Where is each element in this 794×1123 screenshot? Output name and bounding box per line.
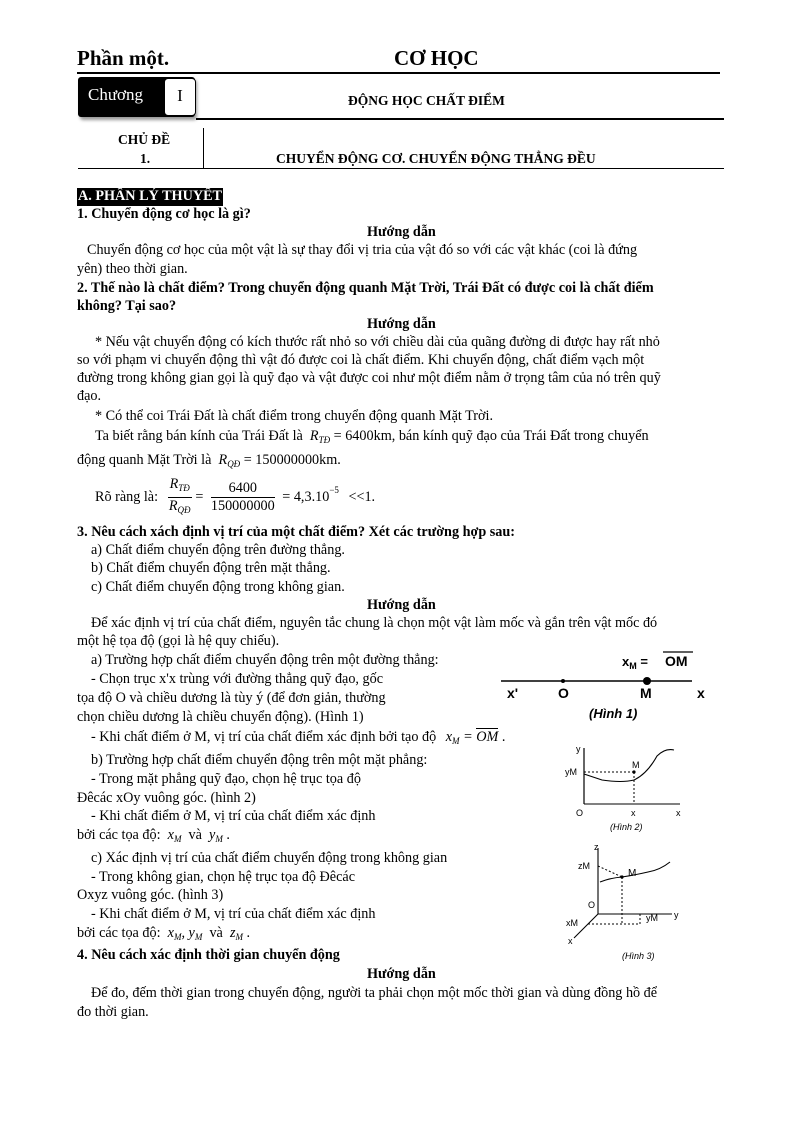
ratio-equation: Rõ ràng là: $\frac{R_{TĐ}}{R_{QĐ}}$ = $\frac{6400}{150000000}$ = $4,3.10^{-5} <<1$. [95, 476, 376, 515]
answer-3-line: một hệ tọa độ (gọi là hệ quy chiếu). [77, 633, 280, 649]
answer-2-line: * Có thể coi Trái Đất là chất điểm trong chuyển động quanh Mặt Trời. [95, 408, 494, 424]
fig3-label-m: M [628, 868, 637, 879]
earth-radius-text: Ta biết rằng bán kính của Trái Đất là [95, 428, 303, 444]
coord-x: x [445, 729, 453, 745]
ratio-label: Rõ ràng là: [95, 488, 159, 505]
answer-2-line: so với phạm vi chuyển động thì vật đó được coi là chất điểm. Khi chuyển động, chất điểm vạch một [77, 352, 645, 368]
fig1-label-m: M [640, 685, 652, 701]
orbit-radius-tail: km. [319, 452, 341, 468]
fig3-caption: (Hình 3) [622, 951, 655, 961]
fig3-label-z: z [594, 842, 599, 852]
section-heading: A. PHẦN LÝ THUYẾT [78, 188, 222, 204]
earth-radius-tail: km, bán kính quỹ đạo của Trái Đất trong chuyển [373, 428, 649, 444]
answer-3-line: bởi các tọa độ: $x_M$ và $y_M$ . [77, 827, 230, 844]
question-2-cont: không? Tại sao? [77, 298, 177, 314]
guide-heading: Hướng dẫn [367, 316, 436, 332]
part-heading: Phần một. [77, 46, 170, 70]
topic-label: CHỦ ĐỀ [118, 132, 171, 147]
fig2-label-x: x [676, 808, 681, 818]
answer-3-text: bởi các tọa độ: [77, 827, 161, 843]
chapter-number: I [164, 78, 196, 116]
fig1-eq-vector: OM [665, 653, 688, 669]
fig2-label-xm: x [631, 808, 636, 818]
fig3-label-ym: yM [646, 913, 658, 923]
fraction-numerator: 6400 [211, 480, 275, 498]
earth-radius-line: Ta biết rằng bán kính của Trái Đất là $R_{TĐ} = 6400km$, bán kính quỹ đạo của Trái Đất trong chuyển [95, 428, 649, 445]
answer-3-line: bởi các tọa độ: $x_M$, $y_M$ và $z_M$ . [77, 925, 251, 942]
page-title: CƠ HỌC [394, 46, 479, 70]
answer-2-line: đường trong không gian gọi là quỹ đạo và vật được coi như một điểm nằm ở trọng tâm của nó trên quỹ [77, 370, 661, 386]
topic-divider [203, 128, 204, 168]
figure-3 [560, 842, 722, 964]
answer-3-text: - Khi chất điểm ở M, vị trí của chất điểm xác định bởi tạo độ [91, 729, 437, 745]
guide-heading: Hướng dẫn [367, 597, 436, 613]
answer-1-line: yên) theo thời gian. [77, 261, 188, 277]
earth-radius-value: = 6400 [333, 428, 374, 444]
fig2-label-ym: yM [565, 767, 577, 777]
answer-3-line: - Khi chất điểm ở M, vị trí của chất điểm xác định [91, 906, 376, 922]
fig1-label-o: O [558, 685, 569, 701]
case-c: c) Chất điểm chuyển động trong không gian. [91, 579, 345, 595]
fig2-point-m [632, 770, 635, 773]
question-3: 3. Nêu cách xách định vị trí của một chất điểm? Xét các trường hợp sau: [77, 524, 516, 540]
fig3-point-m [620, 875, 623, 878]
topic-title: CHUYỂN ĐỘNG CƠ. CHUYỂN ĐỘNG THẲNG ĐỀU [276, 151, 596, 166]
fig3-label-xm: xM [566, 918, 578, 928]
fig3-label-zm: zM [578, 861, 590, 871]
chapter-title: ĐỘNG HỌC CHẤT ĐIỂM [348, 93, 505, 108]
answer-3-line: - Trong không gian, chọn hệ trục tọa độ Đêcác [91, 869, 355, 885]
conjunction: và [209, 925, 223, 941]
answer-3-line: Để xác định vị trí của chất điểm, nguyên tắc chung là chọn một vật làm mốc và gắn trên vật mốc đó [91, 615, 658, 631]
fig3-zm-guide [598, 866, 622, 877]
orbit-radius-text: động quanh Mặt Trời là [77, 452, 212, 468]
fig1-label-xprime: x' [507, 685, 519, 701]
orbit-radius-value: = 150000000 [243, 452, 320, 468]
question-2: 2. Thế nào là chất điểm? Trong chuyển động quanh Mặt Trời, Trái Đất có được coi là chất điểm [77, 280, 654, 296]
fig1-caption: (Hình 1) [589, 706, 638, 721]
answer-3-line: - Khi chất điểm ở M, vị trí của chất điểm xác định bởi tạo độ $x_M$ = OM . [91, 729, 506, 746]
answer-4-line: Để đo, đếm thời gian trong chuyển động, người ta phải chọn một mốc thời gian và dùng đồng hồ để [91, 985, 658, 1001]
answer-3-text: bởi các tọa độ: [77, 925, 161, 941]
answer-3-line: Đêcác xOy vuông góc. (hình 2) [77, 790, 256, 806]
fig3-label-y: y [674, 910, 679, 920]
orbit-radius-line: động quanh Mặt Trời là $R_{QĐ} = 150000000km$. [77, 452, 341, 469]
topic-rule [78, 168, 724, 169]
answer-3-line: Oxyz vuông góc. (hình 3) [77, 887, 224, 903]
chapter-rule [196, 118, 724, 120]
answer-2-line: * Nếu vật chuyển động có kích thước rất nhỏ so với chiều dài của quãng đường di được hay rất nhỏ [95, 334, 660, 350]
chapter-label: Chương [88, 85, 144, 104]
fig2-label-o: O [576, 808, 584, 818]
fig3-label-o: O [588, 900, 596, 910]
conjunction: và [188, 827, 202, 843]
ratio-tail: <<1. [348, 488, 376, 505]
case-b: b) Chất điểm chuyển động trên mặt thẳng. [91, 560, 331, 576]
answer-2-line: đạo. [77, 388, 102, 404]
topic-number: 1. [140, 151, 151, 166]
answer-3-line: - Chọn trục x'x trùng với đường thẳng quỹ đạo, gốc [91, 671, 384, 687]
answer-3-line: - Khi chất điểm ở M, vị trí của chất điểm xác định [91, 808, 376, 824]
case-a: a) Chất điểm chuyển động trên đường thẳng. [91, 542, 345, 558]
ratio-exponent: −5 [329, 484, 339, 495]
answer-3-line: - Trong mặt phẳng quỹ đạo, chọn hệ trục tọa độ [91, 771, 361, 787]
answer-3-line: chọn chiều dương là chiều chuyển động). (Hình 1) [77, 709, 364, 725]
fig2-label-y: y [576, 744, 581, 754]
fig1-eq-label: $x_M$ = [622, 654, 648, 671]
fig2-label-m: M [632, 760, 640, 770]
figure-2 [562, 742, 722, 837]
fig1-label-x: x [697, 685, 705, 701]
answer-4-line: đo thời gian. [77, 1004, 149, 1020]
fig1-origin-dot [561, 679, 565, 683]
fraction-denominator: 150000000 [210, 498, 275, 514]
answer-3-line: tọa độ O và chiều dương là tùy ý (để đơn giản, thường [77, 690, 386, 706]
fig2-caption: (Hình 2) [610, 822, 643, 832]
fig2-trajectory [584, 750, 674, 782]
header-rule [77, 72, 720, 74]
question-4: 4. Nêu cách xác định thời gian chuyển động [77, 947, 340, 963]
answer-3-line: a) Trường hợp chất điểm chuyển động trên một đường thẳng: [91, 652, 439, 668]
fig3-label-x: x [568, 936, 573, 946]
answer-1-line: Chuyển động cơ học của một vật là sự thay đổi vị tria của vật đó so với các vật khác (coi là đứng [87, 242, 638, 258]
guide-heading: Hướng dẫn [367, 966, 436, 982]
answer-3-line: b) Trường hợp chất điểm chuyển động trên một mặt phẳng: [91, 752, 428, 768]
guide-heading: Hướng dẫn [367, 224, 436, 240]
answer-3-line: c) Xác định vị trí của chất điểm chuyển động trong không gian [91, 850, 448, 866]
question-1: 1. Chuyển động cơ học là gì? [77, 206, 251, 222]
ratio-result: = 4,3.10 [282, 488, 330, 505]
fig1-point-m [643, 677, 651, 685]
coord-vector: OM [476, 729, 499, 745]
figure-1 [497, 646, 722, 726]
